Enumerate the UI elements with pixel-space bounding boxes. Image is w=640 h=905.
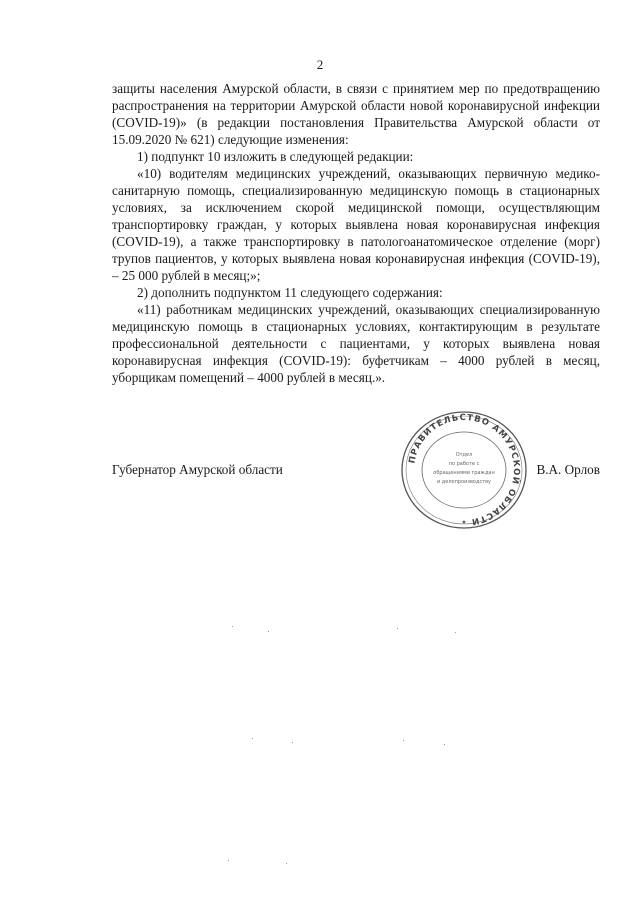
scan-speckle (292, 742, 293, 743)
scan-speckle (455, 632, 456, 633)
scan-speckle (444, 744, 445, 745)
seal-inner-line-1: Отдел (455, 452, 473, 458)
scan-speckle (228, 860, 229, 861)
paragraph-item-10: «10) водителям медицинских учреждений, оказывающих первичную медико-санитарную помощь, специализированную медицинскую помощь в стационарных условиях, за исключением скорой медицинской помощи, осуществляющим транспортировку граждан, у которых выявлена новая коронавирусная инфекция (COVID-19), а также транспортировку в патологоанатомическое отделение (морг) трупов пациентов, у которых выявлена новая коронавирусная инфекция (COVID-19), – 25 000 рублей в месяц;»; (112, 166, 600, 283)
paragraph-continuation: защиты населения Амурской области, в связи с принятием мер по предотвращению распространения на территории Амурской области новой коронавирусной инфекции (COVID-19)» (в редакции постановления Правительства Амурской области от 15.09.2020 № 621) следующие изменения: (112, 81, 600, 147)
signer-title: Губернатор Амурской области (112, 462, 283, 477)
paragraph-subitem-1: 1) подпункт 10 изложить в следующей редакции: (137, 149, 414, 164)
scan-speckle (286, 863, 287, 864)
scan-speckle (403, 740, 404, 741)
scan-speckle (232, 626, 233, 627)
seal-inner-line-3: обращениями граждан (433, 470, 495, 476)
scan-speckle (252, 738, 253, 739)
paragraph-subitem-2: 2) дополнить подпунктом 11 следующего содержания: (137, 285, 443, 300)
official-seal-stamp (398, 408, 530, 533)
seal-ring-text: ПРАВИТЕЛЬСТВО АМУРСКОЙ ОБЛАСТИ (407, 412, 522, 527)
seal-inner-line-4: и делопроизводству (436, 479, 492, 485)
seal-inner-line-2: по работе с (448, 461, 480, 467)
signer-name: В.А. Орлов (536, 462, 600, 477)
scan-speckle (268, 631, 269, 632)
svg-text:★: ★ (461, 519, 467, 526)
scan-speckle (397, 628, 398, 629)
document-body (112, 80, 600, 386)
page-number: 2 (316, 57, 324, 72)
paragraph-item-11: «11) работникам медицинских учреждений, оказывающих специализированную медицинскую помощь в стационарных условиях, контактирующим в результате профессиональной деятельности с пациентами, у которых выявлена новая коронавирусная инфекция (COVID-19): буфетчикам – 4000 рублей в месяц, уборщикам помещений – 4000 рублей в месяц.». (112, 302, 600, 385)
